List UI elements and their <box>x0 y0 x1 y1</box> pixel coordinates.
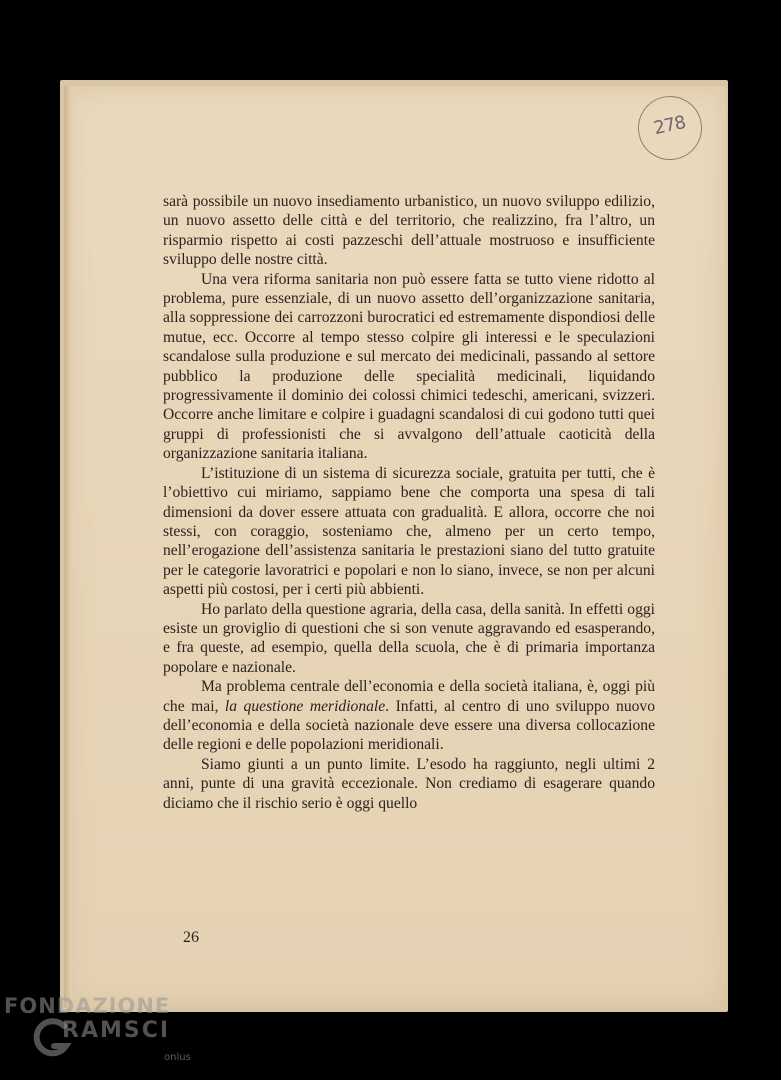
paragraph-5-start: Ma problema centrale dell’economia e della società italiana, è, oggi più che mai, <box>163 678 655 715</box>
paragraph-1: sarà possibile un nuovo insediamento urbanistico, un nuovo sviluppo edilizio, un nuovo assetto delle città e del territorio, che realizzino, fra l’altro, un risparmio rispetto ai costi pazzeschi dell’attuale mostruoso e insufficiente sviluppo delle nostre città. <box>163 193 655 269</box>
document-body <box>163 192 655 813</box>
paragraph-5-end: . Infatti, al centro di uno sviluppo nuovo dell’economia e della società nazionale deve essere una diversa collocazione delle regioni e delle popolazioni meridionali. <box>163 697 656 754</box>
archive-number: 278 <box>651 112 687 140</box>
fondazione-gramsci-watermark <box>4 994 204 1074</box>
page-edge <box>64 86 72 1008</box>
page-number: 26 <box>183 929 199 946</box>
paragraph-3: L’istituzione di un sistema di sicurezza sociale, gratuita per tutti, che è l’obiettivo cui miriamo, sappiamo bene che comporta una spesa di tali dimensioni da dover essere attuata con gradualità. E allora, occorre che noi stessi, con coraggio, sosteniamo che, almeno per un certo tempo, nell’erogazione dell’assistenza sanitaria le prestazioni siano del tutto gratuite per le categorie lavoratrici e popolari e non lo siano, invece, se non per alcuni aspetti più costosi, per i certi più abbienti. <box>163 464 655 599</box>
emphasis-questione-meridionale: la questione meridionale <box>224 697 386 715</box>
paragraph-2: Una vera riforma sanitaria non può essere fatta se tutto viene ridotto al problema, pure essenziale, di un nuovo assetto dell’organizzazione sanitaria, alla soppressione dei carrozzoni burocratici ed estremamente dispondiosi delle mutue, ecc. Occorre al tempo stesso colpire gli interessi e le speculazioni scandalose sulla produzione e sul mercato dei medicinali, passando al settore pubblico la produzione delle specialità medicinali, liquidando progressivamente il dominio dei colossi chimici tedeschi, americani, svizzeri. Occorre anche limitare e colpire i guadagni scandalosi di cui godono tutti quei gruppi di professionisti che si avvalgono dell’attuale caoticità della organizzazione sanitaria italiana. <box>163 270 655 463</box>
watermark-line-2: RAMSCI <box>62 1018 171 1043</box>
paragraph-5 <box>163 677 655 755</box>
watermark-suffix: onlus <box>164 1052 191 1063</box>
paragraph-4: Ho parlato della questione agraria, della casa, della sanità. In effetti oggi esiste un groviglio di questioni che si son venute aggravando ed esasperando, e fra queste, ad esempio, quella della scuola, che è di primaria importanza popolare e nazionale. <box>163 600 655 676</box>
watermark-line-1: FONDAZIONE <box>4 994 171 1018</box>
paragraph-6: Siamo giunti a un punto limite. L’esodo ha raggiunto, negli ultimi 2 anni, punte di una gravità eccezionale. Non crediamo di esagerare quando diciamo che il rischio serio è oggi quello <box>163 755 655 812</box>
